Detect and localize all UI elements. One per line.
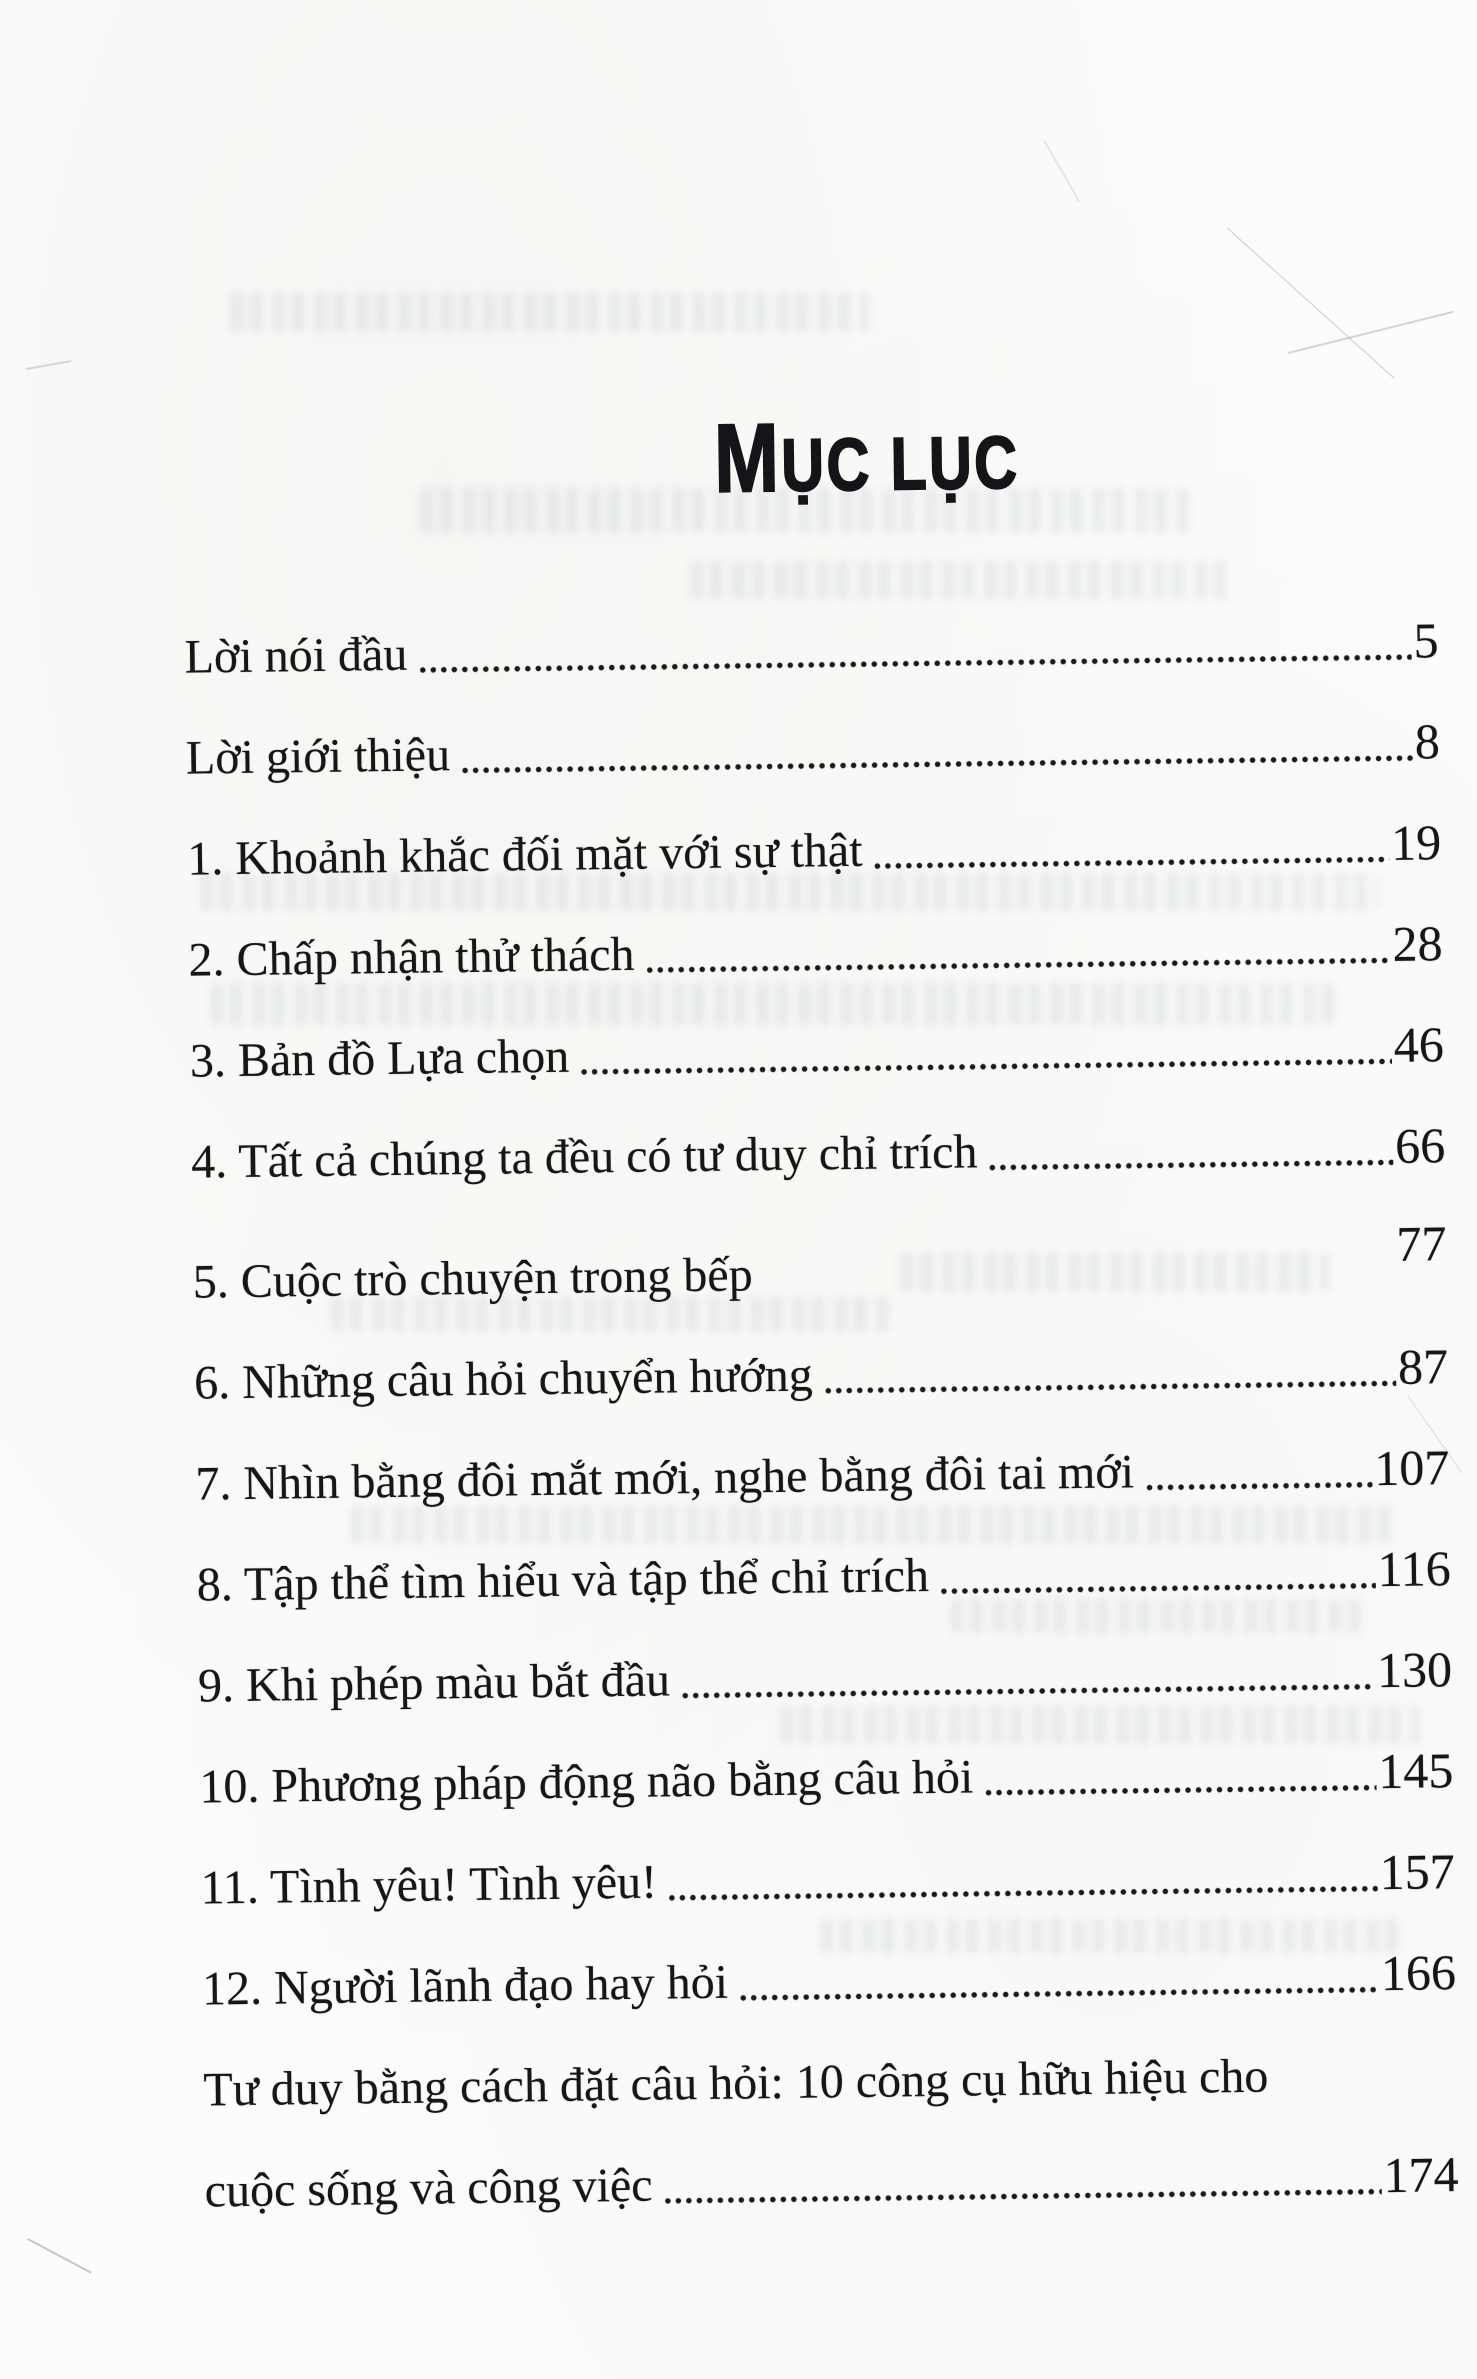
page-title-text [713,403,1020,514]
dot-leader [665,2188,1382,2204]
toc-entry [188,915,1443,989]
toc-entry [195,1439,1450,1513]
dot-leader [647,957,1391,974]
title-rest: ỤC LỤC [780,421,1020,508]
toc-entry-label: 3. Bản đồ Lựa chọn [189,1029,570,1088]
toc-entry-page: 130 [1376,1641,1453,1699]
toc-entry-page: 5 [1413,612,1439,669]
toc-entry-page: 46 [1393,1016,1445,1073]
dot-leader [740,1986,1379,2001]
toc-entry [192,1215,1447,1311]
dot-leader [985,1784,1376,1796]
toc-entry-page: 145 [1377,1742,1454,1800]
toc-entry-page: 87 [1397,1338,1449,1395]
toc-entry-label: 8. Tập thể tìm hiểu và tập thể chỉ trích [196,1548,930,1612]
toc-list [184,612,1459,2263]
toc-entry-label: 4. Tất cả chúng ta đều có tư duy chỉ trích [190,1125,978,1189]
toc-entry [191,1117,1446,1191]
toc-entry [186,713,1441,787]
toc-entry [202,1944,1457,2018]
toc-entry-page: 116 [1377,1540,1452,1598]
toc-entry [194,1338,1449,1412]
dot-leader [1146,1481,1372,1491]
dot-leader [765,1279,1395,1294]
toc-entry-page: 28 [1392,915,1443,972]
toc-entry [184,612,1439,686]
toc-entry [204,2146,1459,2220]
toc-entry-label: 5. Cuộc trò chuyện trong bếp [192,1248,753,1309]
toc-entry-page: 157 [1379,1843,1455,1901]
dot-leader [990,1159,1394,1171]
toc-entry-page: 166 [1380,1944,1457,2002]
toc-entry-page: 107 [1373,1439,1450,1497]
toc-entry [190,1016,1445,1090]
toc-entry-label: 1. Khoảnh khắc đối mặt với sự thật [186,823,863,886]
dot-leader [419,654,1411,674]
toc-entry-label: 11. Tình yêu! Tình yêu! [200,1855,658,1915]
toc-entry-label: 12. Người lãnh đạo hay hỏi [201,1955,729,2016]
dot-leader [941,1582,1376,1595]
dot-leader [669,1885,1378,1901]
dot-leader [581,1058,1392,1076]
toc-entry [199,1742,1454,1816]
toc-entry-label: Tư duy bằng cách đặt câu hỏi: 10 công cụ hữu hiệu cho [203,2049,1269,2117]
dot-leader [875,856,1390,870]
toc-entry-page: 174 [1383,2146,1459,2204]
toc-entry-label: 7. Nhìn bằng đôi mắt mới, nghe bằng đôi tai mới [195,1445,1135,1511]
toc-entry-label: 10. Phương pháp động não bằng câu hỏi [199,1750,974,1814]
dot-leader [682,1683,1375,1699]
toc-entry-label: 6. Những câu hỏi chuyển hướng [193,1348,814,1410]
toc-entry-label: 9. Khi phép màu bắt đầu [197,1653,671,1713]
toc-entry [187,814,1442,888]
toc-entry-page: 19 [1390,814,1442,871]
toc-entry-label: Lời giới thiệu [185,728,451,785]
toc-entry-page: 77 [1396,1215,1447,1272]
toc-entry [203,2045,1458,2119]
toc-entry-page: 66 [1394,1117,1446,1174]
title-initial: M [713,403,782,514]
toc-entry [200,1843,1455,1917]
toc-entry-page: 8 [1414,713,1441,770]
dot-leader [462,755,1413,774]
dot-leader [825,1380,1396,1394]
toc-entry-label: cuộc sống và công việc [204,2158,653,2218]
page-title [5,400,1477,516]
dot-leader [1280,2086,1455,2095]
toc-entry [196,1540,1451,1614]
toc-entry-label: Lời nói đầu [184,627,408,684]
toc-entry [198,1641,1453,1715]
toc-entry-label: 2. Chấp nhận thử thách [188,927,635,987]
